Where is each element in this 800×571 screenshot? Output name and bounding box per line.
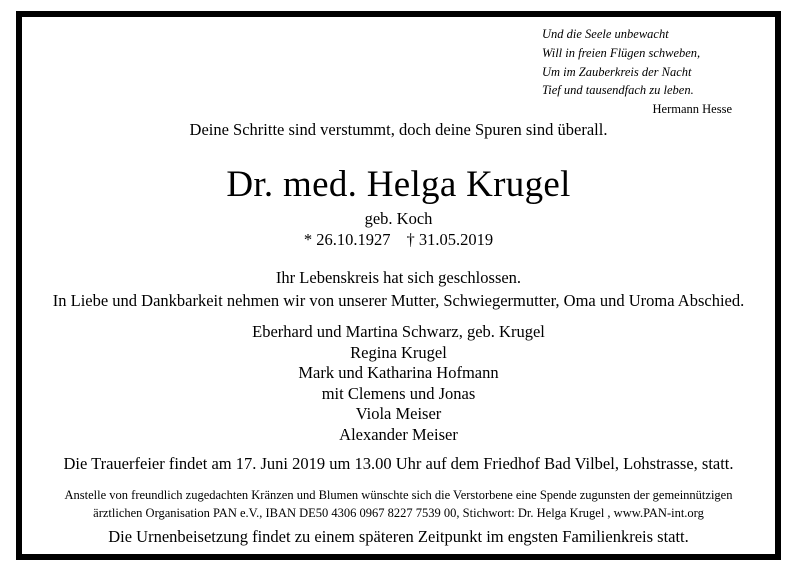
- family-member: Regina Krugel: [350, 342, 447, 362]
- ceremony-notice: Die Trauerfeier findet am 17. Juni 2019 um 13.00 Uhr auf dem Friedhof Bad Vilbel, Lohstrasse, statt.: [63, 454, 734, 473]
- family-member: Viola Meiser: [355, 404, 442, 424]
- family-member: mit Clemens und Jonas: [321, 383, 476, 403]
- family-member: Mark und Katharina Hofmann: [298, 363, 499, 383]
- birth-name: geb. Koch: [364, 209, 433, 228]
- donation-notice: [22, 487, 775, 522]
- donation-line-1: Anstelle von freundlich zugedachten Kränzen und Blumen wünschte sich die Verstorbene eine Spende zugunsten der gemeinnützigen: [64, 488, 733, 502]
- poem-author: Hermann Hesse: [652, 102, 732, 117]
- family-list: [22, 322, 775, 446]
- life-dates: [22, 230, 775, 250]
- death-date: † 31.05.2019: [406, 230, 494, 249]
- obituary-frame: [16, 11, 781, 560]
- message-line-2: In Liebe und Dankbarkeit nehmen wir von unserer Mutter, Schwiegermutter, Oma und Uroma Abschied.: [52, 291, 745, 310]
- poem-line: Um im Zauberkreis der Nacht: [542, 64, 692, 79]
- donation-line-2: ärztlichen Organisation PAN e.V., IBAN DE50 4306 0967 8227 7539 00, Stichwort: Dr. Helga Krugel , www.PAN-int.org: [93, 505, 704, 520]
- deceased-name: Dr. med. Helga Krugel: [226, 164, 571, 205]
- burial-notice: Die Urnenbeisetzung findet zu einem späteren Zeitpunkt im engsten Familienkreis statt.: [108, 527, 689, 546]
- family-member: Eberhard und Martina Schwarz, geb. Krugel: [252, 322, 545, 341]
- poem-line: Will in freien Flügen schweben,: [542, 45, 701, 60]
- motto: Deine Schritte sind verstummt, doch deine Spuren sind überall.: [189, 120, 608, 139]
- poem-line: Tief und tausendfach zu leben.: [542, 83, 694, 98]
- poem-line: Und die Seele unbewacht: [542, 27, 669, 41]
- message-line-1: Ihr Lebenskreis hat sich geschlossen.: [275, 268, 522, 287]
- poem-block: [542, 25, 742, 118]
- family-member: Alexander Meiser: [339, 424, 458, 444]
- birth-date: * 26.10.1927: [303, 230, 391, 249]
